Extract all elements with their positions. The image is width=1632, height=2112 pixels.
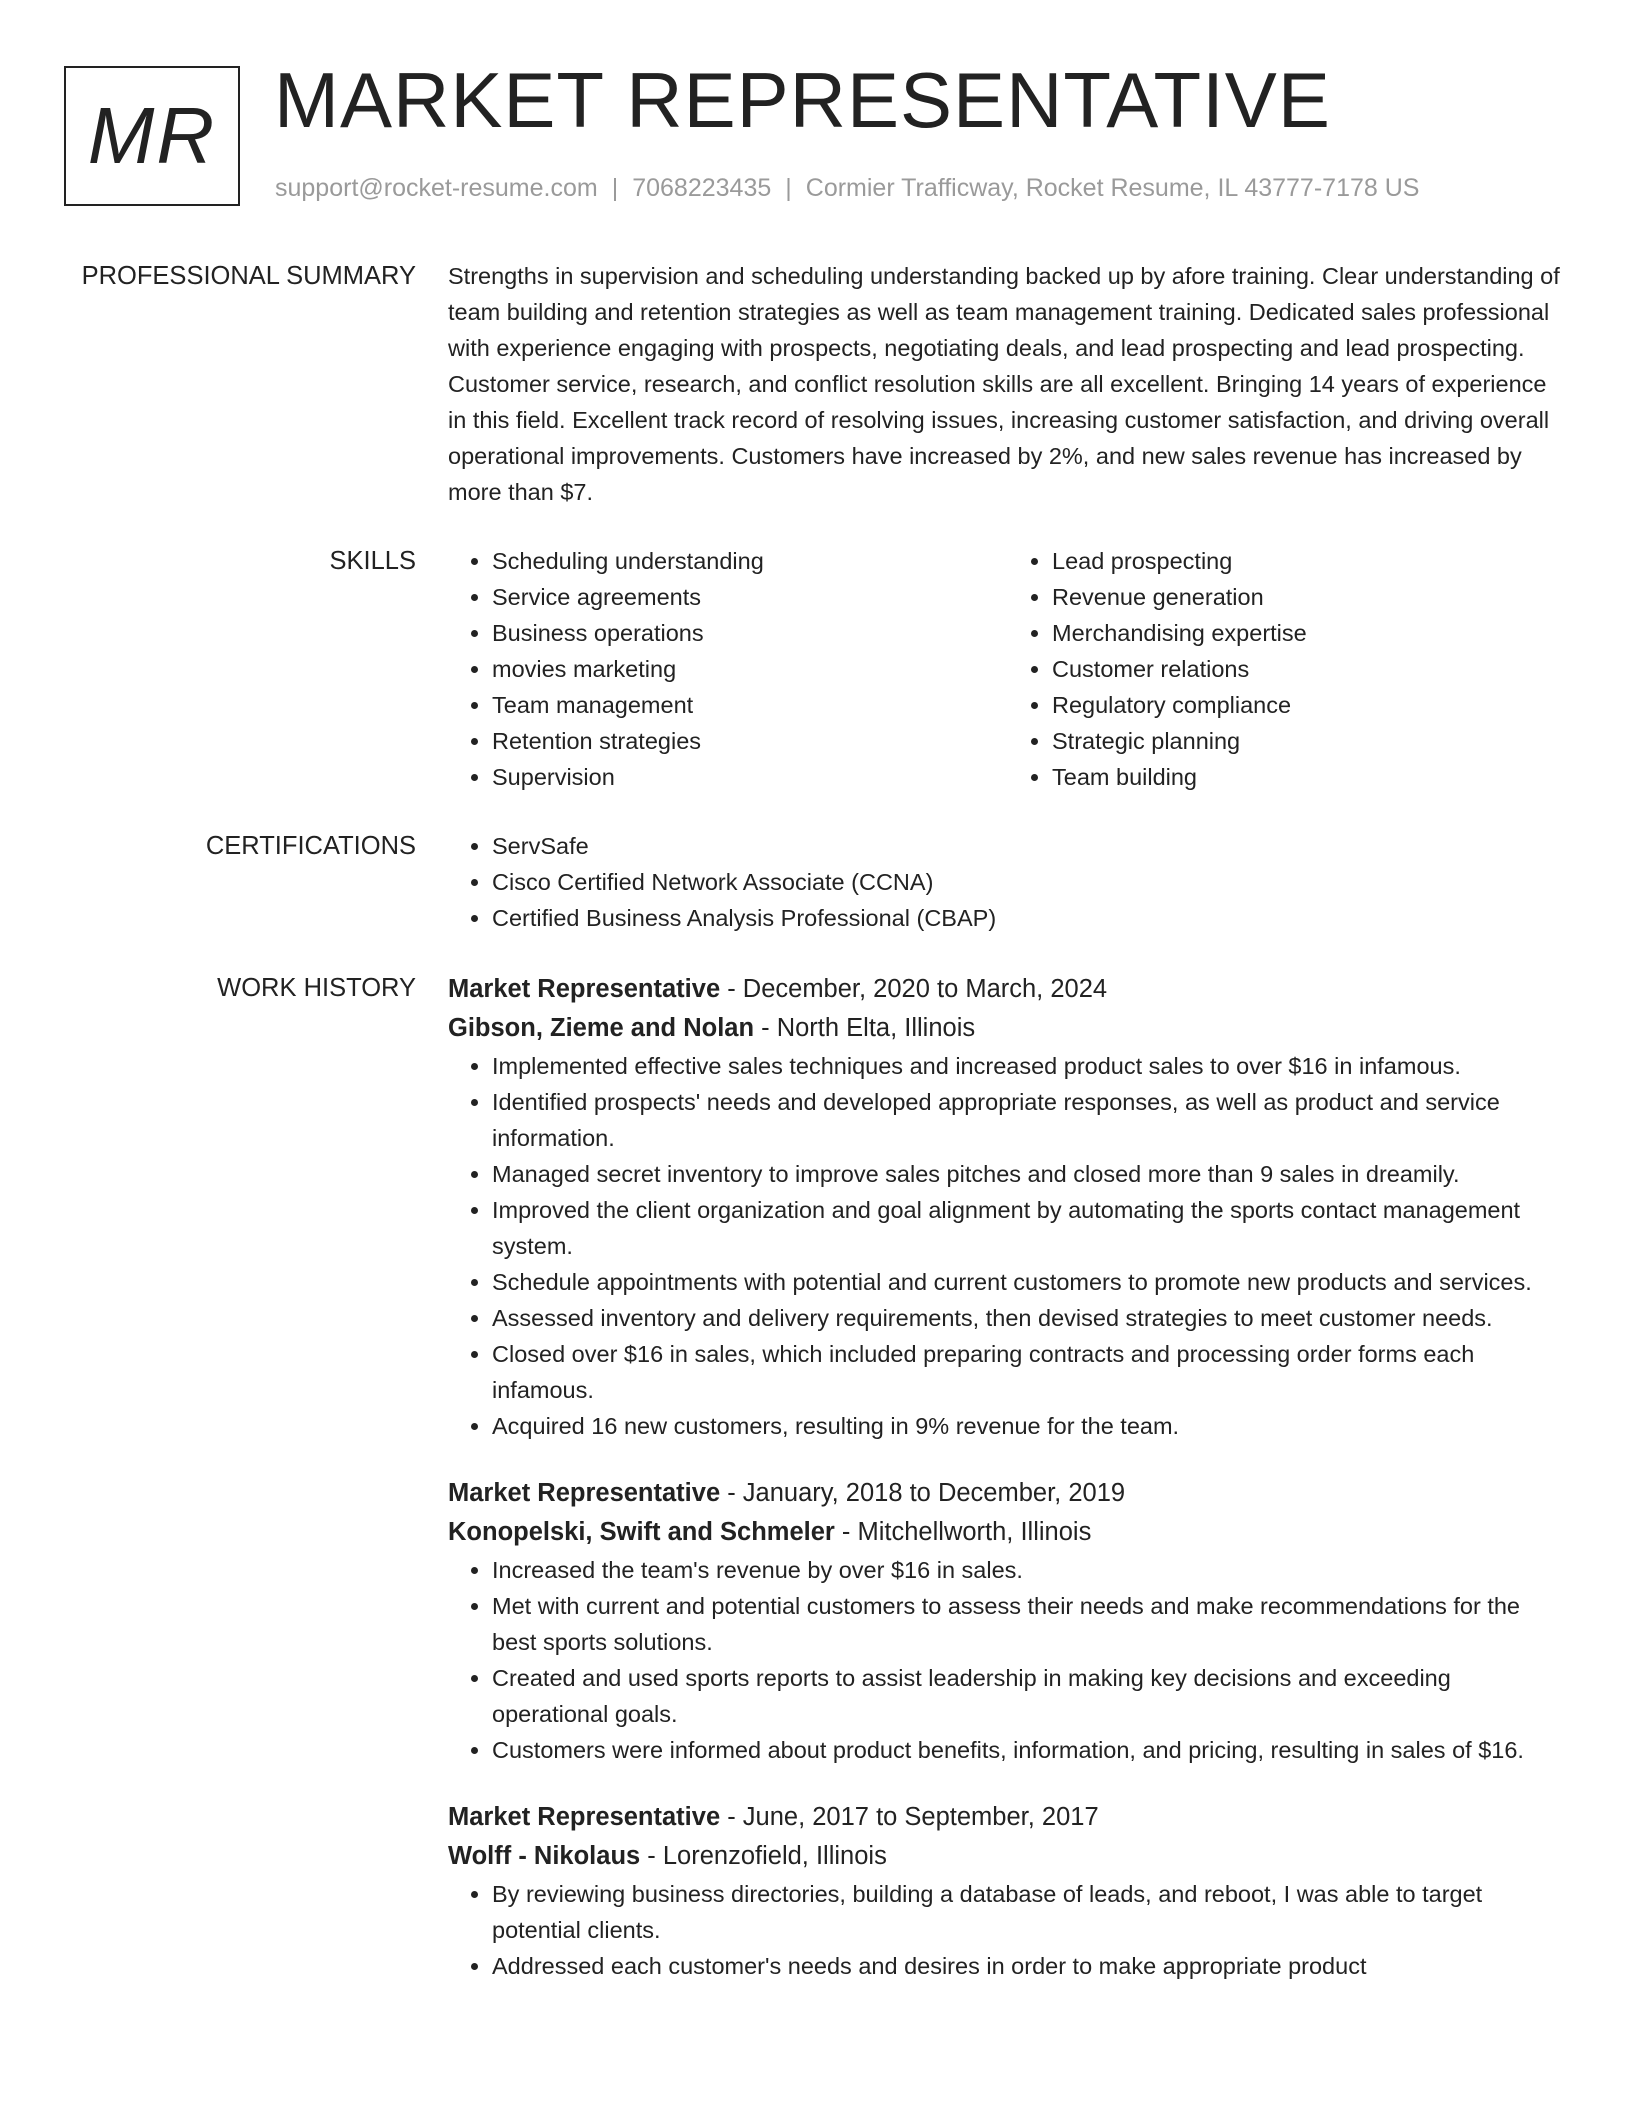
work-history-body [448, 970, 1568, 2014]
skills-body [448, 543, 1568, 795]
job-bullets [448, 1876, 1568, 1984]
job-title-line [448, 1474, 1568, 1513]
job-bullets [448, 1048, 1568, 1444]
job-bullet: • Improved the client organization and goal alignment by automating the sports contact management system. [492, 1192, 1568, 1264]
skill-item: • Team management [492, 687, 1008, 723]
skill-item: • Service agreements [492, 579, 1008, 615]
job-company-line [448, 1513, 1568, 1552]
job-entry [448, 1798, 1568, 1984]
job-company: Gibson, Zieme and Nolan [448, 1014, 755, 1042]
job-title: Market Representative [448, 1479, 721, 1507]
certification-item: • Certified Business Analysis Professional (CBAP) [492, 900, 1568, 936]
section-heading-skills: SKILLS [329, 547, 416, 575]
job-dates: - January, 2018 to December, 2019 [720, 1479, 1126, 1507]
skill-item: • Supervision [492, 759, 1008, 795]
contact-separator: | [611, 174, 619, 202]
job-bullet: • Assessed inventory and delivery requirements, then devised strategies to meet customer needs. [492, 1300, 1568, 1336]
job-location: - North Elta, Illinois [754, 1014, 976, 1042]
job-bullet: • Identified prospects' needs and developed appropriate responses, as well as product and service information. [492, 1084, 1568, 1156]
job-bullet: • Acquired 16 new customers, resulting in 9% revenue for the team. [492, 1408, 1568, 1444]
skill-item: • Regulatory compliance [1052, 687, 1568, 723]
job-bullet: • By reviewing business directories, building a database of leads, and reboot, I was able to target potential clients. [492, 1876, 1568, 1948]
contact-email[interactable]: support@rocket-resume.com [275, 174, 598, 202]
job-bullet: • Customers were informed about product benefits, information, and pricing, resulting in sales of $16. [492, 1732, 1568, 1768]
summary-body [448, 258, 1568, 510]
job-entry [448, 1474, 1568, 1768]
skills-list-right [1008, 543, 1568, 795]
skill-item: • Scheduling understanding [492, 543, 1008, 579]
certifications-list [448, 828, 1568, 936]
certification-item: • Cisco Certified Network Associate (CCNA) [492, 864, 1568, 900]
job-bullet: • Met with current and potential customers to assess their needs and make recommendations for the best sports solutions. [492, 1588, 1568, 1660]
contact-separator: | [785, 174, 792, 202]
certifications-body [448, 828, 1568, 936]
monogram-box [64, 66, 240, 206]
skill-item: • Strategic planning [1052, 723, 1568, 759]
job-entry [448, 970, 1568, 1444]
job-company: Konopelski, Swift and Schmeler [448, 1518, 835, 1546]
skill-item: • Lead prospecting [1052, 543, 1568, 579]
summary-text: Strengths in supervision and scheduling understanding backed up by afore training. Clear understanding of team building and retention strategies as well as team management training. Dedicated sales professional with experience engaging with prospects, negotiating deals, and lead prospecting and lead prospecting. Customer service, research, and conflict resolution skills are all excellent. Bringing 14 years of experience in this field. Excellent track record of resolving issues, increasing customer satisfaction, and driving overall operational improvements. Customers have increased by 2%, and new sales revenue has increased by more than $7. [448, 263, 1560, 505]
skill-item: • Business operations [492, 615, 1008, 651]
job-bullet: • Implemented effective sales techniques and increased product sales to over $16 in infamous. [492, 1048, 1568, 1084]
skill-item: • movies marketing [492, 651, 1008, 687]
skills-grid [448, 543, 1568, 795]
job-title-line [448, 1798, 1568, 1837]
skill-item: • Merchandising expertise [1052, 615, 1568, 651]
job-bullet: • Schedule appointments with potential and current customers to promote new products and services. [492, 1264, 1568, 1300]
job-location: - Mitchellworth, Illinois [834, 1518, 1092, 1546]
contact-phone[interactable]: 7068223435 [632, 174, 772, 202]
job-bullet: • Created and used sports reports to assist leadership in making key decisions and exceeding operational goals. [492, 1660, 1568, 1732]
skill-item: • Team building [1052, 759, 1568, 795]
job-bullets [448, 1552, 1568, 1768]
job-title: Market Representative [448, 1803, 721, 1831]
job-dates: - June, 2017 to September, 2017 [720, 1803, 1099, 1831]
job-location: - Lorenzofield, Illinois [640, 1842, 887, 1870]
job-bullet: • Closed over $16 in sales, which included preparing contracts and processing order forms each infamous. [492, 1336, 1568, 1408]
contact-line [275, 174, 1419, 203]
skills-list-left [448, 543, 1008, 795]
monogram-initials: MR [87, 91, 217, 180]
candidate-title: MARKET REPRESENTATIVE [274, 56, 1331, 144]
job-bullet: • Increased the team's revenue by over $16 in sales. [492, 1552, 1568, 1588]
job-company: Wolff - Nikolaus [448, 1842, 641, 1870]
skill-item: • Retention strategies [492, 723, 1008, 759]
section-heading-summary: PROFESSIONAL SUMMARY [81, 262, 416, 290]
certification-item: • ServSafe [492, 828, 1568, 864]
job-bullet: • Managed secret inventory to improve sales pitches and closed more than 9 sales in dreamily. [492, 1156, 1568, 1192]
job-company-line [448, 1009, 1568, 1048]
contact-address: Cormier Trafficway, Rocket Resume, IL 43777-7178 US [805, 174, 1420, 202]
job-title: Market Representative [448, 975, 721, 1003]
job-dates: - December, 2020 to March, 2024 [720, 975, 1108, 1003]
job-title-line [448, 970, 1568, 1009]
section-heading-work-history: WORK HISTORY [217, 974, 416, 1002]
job-bullet: • Addressed each customer's needs and desires in order to make appropriate product [492, 1948, 1568, 1984]
section-heading-certifications: CERTIFICATIONS [205, 832, 416, 860]
job-company-line [448, 1837, 1568, 1876]
skill-item: • Revenue generation [1052, 579, 1568, 615]
skill-item: • Customer relations [1052, 651, 1568, 687]
